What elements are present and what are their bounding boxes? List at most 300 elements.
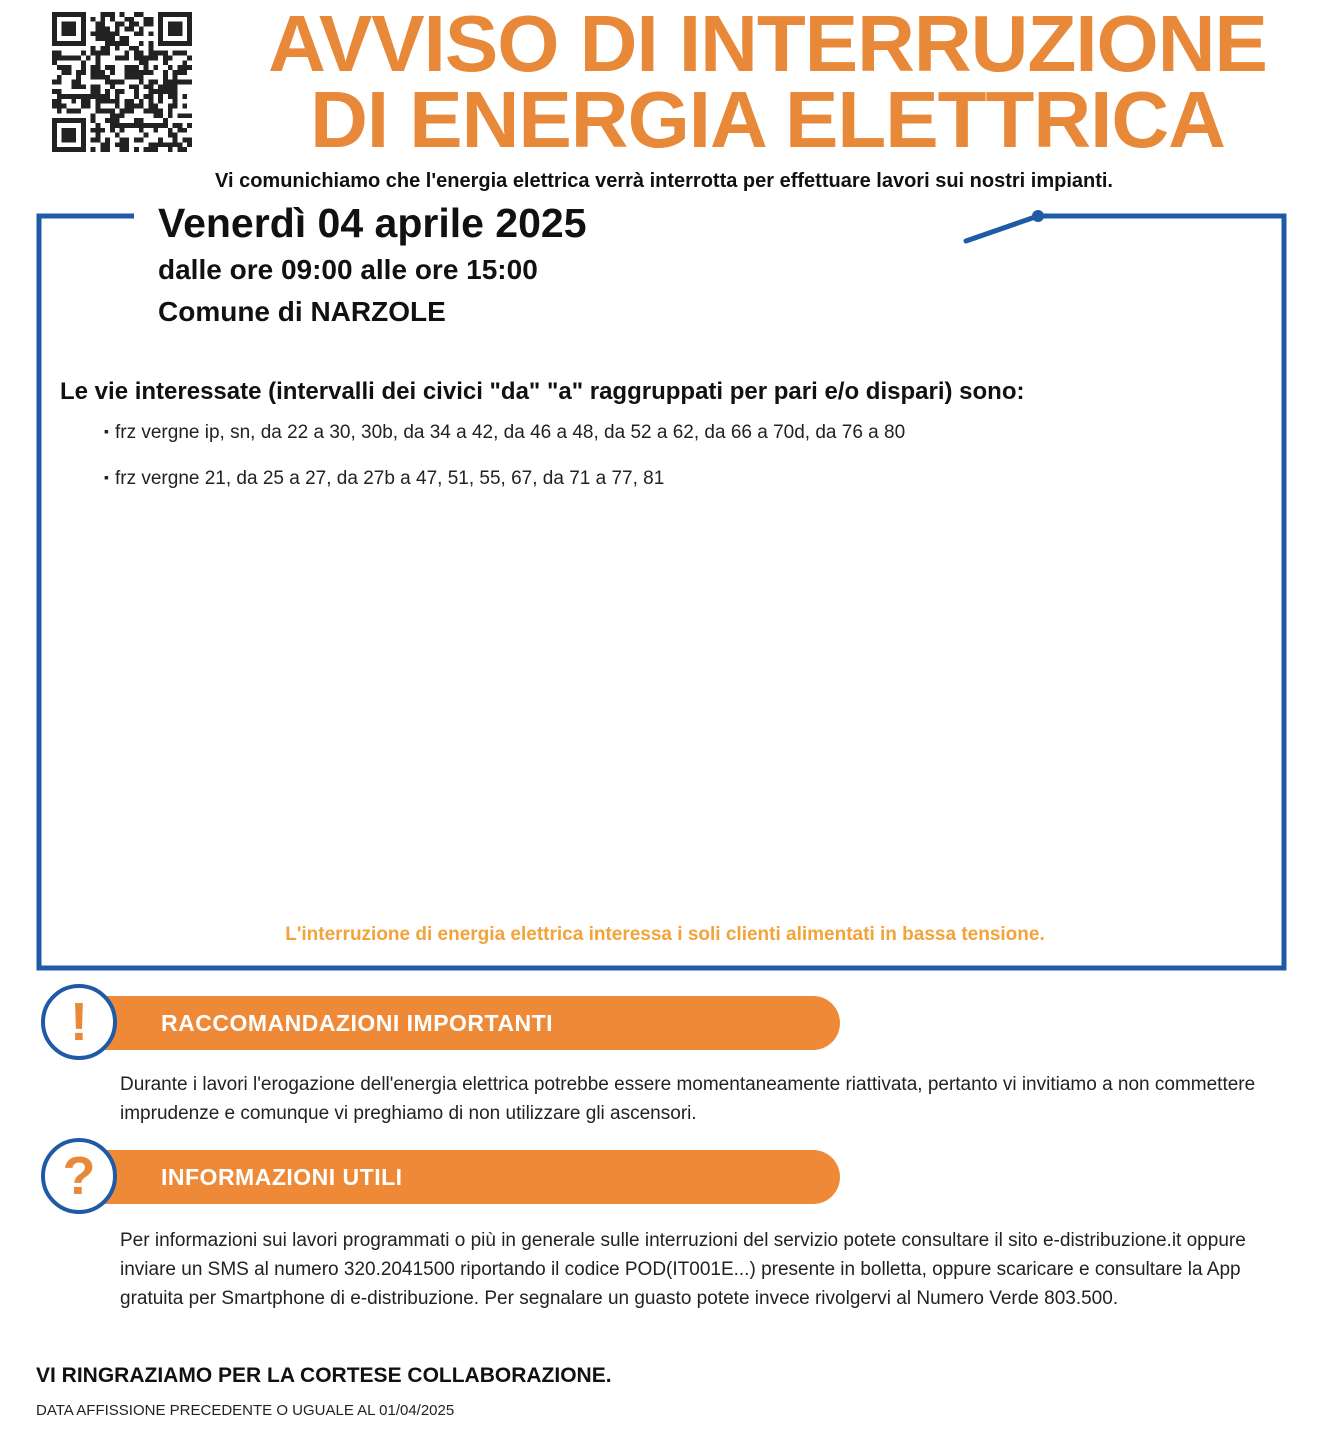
qr-module [129,17,134,22]
qr-module [115,80,120,85]
qr-module [173,138,178,143]
qr-module [139,60,144,65]
qr-module [149,41,154,46]
qr-module [110,84,115,89]
qr-module [182,147,187,152]
qr-module [153,89,158,94]
qr-module [76,75,81,80]
qr-module [76,55,81,60]
qr-module [95,65,100,70]
qr-module [95,94,100,99]
qr-module [168,142,173,147]
qr-module [62,104,67,109]
qr-module [95,75,100,80]
title-line-1: AVVISO DI INTERRUZIONE [268,0,1267,88]
qr-module [168,133,173,138]
qr-module [153,80,158,85]
qr-module [158,113,163,118]
qr-module [95,84,100,89]
qr-module [149,84,154,89]
qr-module [110,118,115,123]
qr-module [81,65,86,70]
qr-module [120,147,125,152]
qr-module [62,55,67,60]
qr-module [71,55,76,60]
qr-module [100,46,105,51]
qr-module [81,94,86,99]
low-voltage-note: L'interruzione di energia elettrica interessa i soli clienti alimentati in bassa tensione. [285,924,1045,945]
qr-module [110,65,115,70]
qr-module [149,31,154,36]
qr-module [105,75,110,80]
qr-module [173,84,178,89]
qr-module [163,142,168,147]
qr-module [134,89,139,94]
qr-module [120,89,125,94]
qr-module [110,12,115,17]
qr-module [105,138,110,143]
qr-module [120,80,125,85]
recommendations-heading-label: RACCOMANDAZIONI IMPORTANTI [161,1009,554,1036]
qr-module [91,89,96,94]
title-line-2: DI ENERGIA ELETTRICA [310,75,1225,164]
qr-module [105,147,110,152]
qr-module [149,80,154,85]
qr-module [129,70,134,75]
qr-module [173,133,178,138]
qr-module [62,94,67,99]
qr-module [110,123,115,128]
qr-module [129,123,134,128]
qr-module [115,142,120,147]
qr-module [105,94,110,99]
qr-module [168,147,173,152]
qr-module [173,94,178,99]
qr-module [158,109,163,114]
outage-hours: dalle ore 09:00 alle ore 15:00 [158,254,538,285]
qr-module [120,41,125,46]
qr-module [144,65,149,70]
qr-module [57,51,62,56]
qr-module [168,55,173,60]
qr-module [173,99,178,104]
qr-module [182,60,187,65]
qr-module [173,89,178,94]
qr-module [110,31,115,36]
outage-date: Venerdì 04 aprile 2025 [158,200,587,246]
qr-module [134,138,139,143]
qr-module [110,36,115,41]
qr-module [124,123,129,128]
qr-module [120,138,125,143]
qr-module [149,51,154,56]
qr-module [110,70,115,75]
qr-module [163,60,168,65]
qr-module [100,147,105,152]
qr-module [110,99,115,104]
affix-date: DATA AFFISSIONE PRECEDENTE O UGUALE AL 01/04/2025 [36,1402,455,1419]
qr-module [153,104,158,109]
qr-module [52,55,57,60]
qr-module [120,12,125,17]
qr-module [57,99,62,104]
qr-module [187,113,192,118]
qr-module [57,104,62,109]
qr-module [182,51,187,56]
qr-module [52,60,57,65]
qr-module [120,142,125,147]
qr-module [110,41,115,46]
qr-module [149,89,154,94]
qr-module [153,113,158,118]
qr-module [168,80,173,85]
qr-module [120,123,125,128]
qr-module [124,138,129,143]
qr-module [105,65,110,70]
qr-module [144,147,149,152]
qr-module [139,41,144,46]
qr-module [144,133,149,138]
qr-module [124,70,129,75]
qr-module [91,51,96,56]
qr-module [153,142,158,147]
qr-module [139,128,144,133]
qr-module [91,46,96,51]
qr-module [187,55,192,60]
qr-module [173,80,178,85]
qr-module [95,128,100,133]
qr-module [66,65,71,70]
qr-module [149,55,154,60]
qr-module [100,22,105,27]
qr-module [124,36,129,41]
qr-module [86,55,91,60]
qr-module [134,104,139,109]
qr-module [81,104,86,109]
qr-module [66,94,71,99]
qr-module [182,128,187,133]
qr-module [91,128,96,133]
qr-module [81,99,86,104]
qr-module [110,113,115,118]
qr-module [149,123,154,128]
qr-module [86,104,91,109]
qr-module [91,113,96,118]
qr-module [100,17,105,22]
qr-module [115,31,120,36]
qr-module [144,94,149,99]
qr-module [139,26,144,31]
qr-module [115,89,120,94]
qr-module [115,133,120,138]
recommendations-text: Durante i lavori l'erogazione dell'energia elettrica potrebbe essere momentaneamente riattivata, pertanto vi invitiamo a non commettere imprudenze e comunque vi preghiamo di non utilizzare gli ascensori. [120,1074,1256,1124]
qr-module [149,147,154,152]
qr-module [187,65,192,70]
qr-module [76,80,81,85]
qr-module [178,51,183,56]
qr-module [71,109,76,114]
qr-module [105,118,110,123]
qr-module [91,94,96,99]
qr-module [129,22,134,27]
qr-module [168,104,173,109]
qr-module [139,80,144,85]
qr-module [76,70,81,75]
qr-module [95,26,100,31]
qr-module [95,104,100,109]
qr-module [57,89,62,94]
qr-module [95,55,100,60]
qr-module [187,138,192,143]
qr-module [187,123,192,128]
qr-module [120,109,125,114]
qr-module [66,109,71,114]
qr-module [115,41,120,46]
qr-module [163,84,168,89]
qr-module [182,138,187,143]
qr-module [71,94,76,99]
qr-module [139,138,144,143]
qr-module [91,70,96,75]
qr-module [163,55,168,60]
qr-module [105,31,110,36]
qr-module [153,109,158,114]
qr-module [129,109,134,114]
qr-module [91,17,96,22]
qr-module [91,118,96,123]
qr-module [100,94,105,99]
qr-module [178,142,183,147]
qr-module [110,80,115,85]
qr-module [163,51,168,56]
qr-module [95,99,100,104]
qr-module [149,99,154,104]
qr-module [168,94,173,99]
qr-module [71,84,76,89]
qr-module [115,46,120,51]
qr-module [182,104,187,109]
qr-module [144,55,149,60]
qr-module [129,46,134,51]
qr-module [115,94,120,99]
qr-module [187,80,192,85]
qr-module [129,65,134,70]
qr-module [115,22,120,27]
qr-module [134,55,139,60]
qr-module [158,94,163,99]
qr-module [134,84,139,89]
qr-module [134,75,139,80]
qr-module [134,118,139,123]
qr-module [168,65,173,70]
qr-module [163,123,168,128]
qr-module [134,123,139,128]
qr-module [105,36,110,41]
qr-module [120,113,125,118]
qr-module [57,55,62,60]
qr-module [168,128,173,133]
qr-module [158,142,163,147]
qr-module [173,142,178,147]
qr-module [86,94,91,99]
qr-module [187,142,192,147]
qr-module [95,109,100,114]
qr-module [110,17,115,22]
qr-module [95,123,100,128]
qr-module [124,65,129,70]
qr-module [178,123,183,128]
qr-module [149,109,154,114]
qr-module [134,65,139,70]
qr-module [129,104,134,109]
qr-module [158,51,163,56]
qr-module [115,113,120,118]
qr-module [139,51,144,56]
qr-module [134,94,139,99]
question-icon: ? [41,1138,117,1214]
qr-module [158,99,163,104]
qr-module [124,51,129,56]
qr-module [144,17,149,22]
subtitle: Vi comunichiamo che l'energia elettrica verrà interrotta per effettuare lavori sui nostri impianti. [215,170,1113,192]
qr-module [100,109,105,114]
qr-module [144,84,149,89]
qr-module [76,109,81,114]
qr-module [134,70,139,75]
qr-module [153,123,158,128]
qr-module [120,128,125,133]
qr-module [100,128,105,133]
qr-module [153,65,158,70]
qr-module [115,118,120,123]
qr-module [105,89,110,94]
qr-module [91,84,96,89]
qr-module [66,55,71,60]
qr-module [105,142,110,147]
qr-module [124,75,129,80]
qr-module [110,109,115,114]
qr-module [66,70,71,75]
qr-module [168,89,173,94]
qr-module [168,109,173,114]
qr-module [124,17,129,22]
qr-module [173,75,178,80]
qr-module [81,84,86,89]
qr-module [57,80,62,85]
qr-module [134,12,139,17]
qr-module [134,31,139,36]
qr-module [62,65,67,70]
qr-module [120,36,125,41]
qr-module [149,104,154,109]
qr-module [95,22,100,27]
qr-module [168,113,173,118]
qr-module [134,147,139,152]
qr-module [173,70,178,75]
qr-module [52,80,57,85]
qr-module [139,118,144,123]
qr-module [153,147,158,152]
qr-module [178,65,183,70]
qr-module [105,26,110,31]
info-heading [105,1150,840,1204]
qr-module [168,84,173,89]
qr-module [178,80,183,85]
qr-module [163,80,168,85]
qr-module [52,99,57,104]
qr-module [62,70,67,75]
qr-module [76,84,81,89]
recommendations-heading [105,996,840,1050]
qr-module [105,109,110,114]
qr-module [105,99,110,104]
qr-module [149,142,154,147]
qr-module [115,26,120,31]
qr-module [100,36,105,41]
exclamation-icon: ! [41,984,117,1060]
qr-module [110,128,115,133]
qr-module [124,99,129,104]
qr-module [129,84,134,89]
qr-module [115,123,120,128]
qr-module [158,123,163,128]
qr-module [76,94,81,99]
street-item: ▪ frz vergne 21, da 25 a 27, da 27b a 47, 51, 55, 67, da 71 a 77, 81 [104,468,664,490]
qr-module [182,65,187,70]
qr-module [124,109,129,114]
qr-module [100,26,105,31]
qr-module [81,60,86,65]
qr-module [149,94,154,99]
qr-module [91,65,96,70]
qr-module [100,12,105,17]
info-heading-label: INFORMAZIONI UTILI [161,1163,403,1190]
qr-module [105,12,110,17]
qr-module [52,51,57,56]
qr-module [182,94,187,99]
page-title [215,0,1320,164]
qr-module [95,60,100,65]
qr-module [57,94,62,99]
qr-module [57,109,62,114]
qr-module [129,75,134,80]
qr-module [120,22,125,27]
qr-module [149,70,154,75]
qr-module [115,55,120,60]
qr-module [182,80,187,85]
qr-module [100,99,105,104]
qr-module [81,70,86,75]
qr-module [139,70,144,75]
qr-module [124,26,129,31]
qr-module [120,55,125,60]
qr-module [95,51,100,56]
qr-module [139,99,144,104]
qr-module [163,89,168,94]
qr-module [144,123,149,128]
qr-module [182,70,187,75]
streets-heading: Le vie interessate (intervalli dei civici "da" "a" raggruppati per pari e/o dispari) sono: [60,378,1025,405]
qr-module [163,118,168,123]
qr-module [163,70,168,75]
qr-module [100,70,105,75]
qr-module [100,51,105,56]
qr-module [71,99,76,104]
qr-module [52,104,57,109]
qr-module [105,46,110,51]
qr-module [178,147,183,152]
qr-module [105,80,110,85]
